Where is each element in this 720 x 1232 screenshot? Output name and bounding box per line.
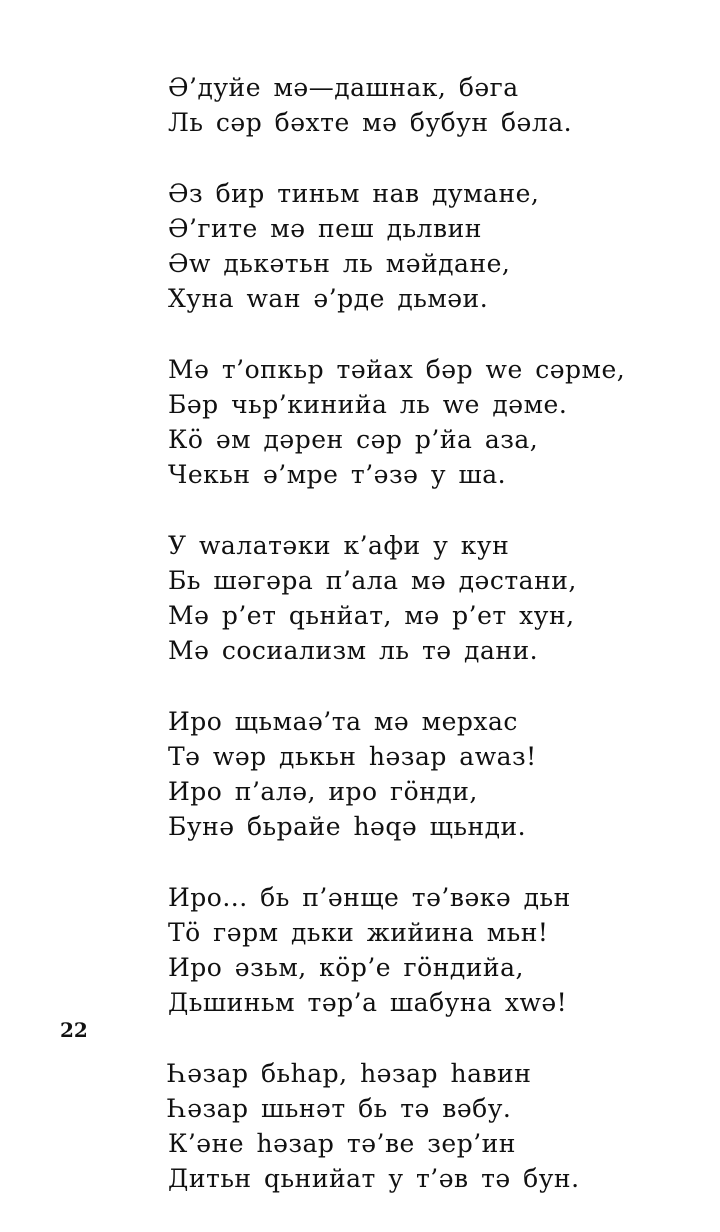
stanza	[168, 176, 688, 316]
poem-line: Мә р’ет ԛьнйат, мә р’ет хун,	[168, 601, 575, 630]
stanza	[168, 528, 688, 668]
poem-line: Бәр чьр’кинийа ль we дәме.	[168, 390, 568, 419]
poem-line: Бунә бьрайе һәԛә щьнди.	[168, 812, 527, 841]
poem-line: Дьшиньм тәр’а шабуна хwә!	[168, 988, 568, 1017]
poem-line: Ә’гите мә пеш дьлвин	[168, 214, 482, 243]
poem-line: Бь шәгәра п’ала мә дәстани,	[168, 566, 577, 595]
stanza	[168, 704, 688, 844]
stanza	[168, 1056, 688, 1196]
poem-line: Иро щьмаә’та мә мерхас	[168, 707, 518, 736]
poem-line: Әw дькәтьн ль мәйдане,	[168, 249, 511, 278]
poem-line: Иро... бь п’әнще тә’вәкә дьн	[168, 883, 571, 912]
poem-line: Иро п’алә, иро гӧнди,	[168, 777, 478, 806]
stanza	[168, 352, 688, 492]
poem-line: Һәзар шьнәт бь тә вәбу.	[168, 1094, 512, 1123]
poem-line: Тӧ гәрм дьки жийина мьн!	[168, 918, 549, 947]
poem-line: К’әне һәзар тә’ве зер’ин	[168, 1129, 516, 1158]
poem-line: У wалатәки к’афи у кун	[168, 531, 510, 560]
poem-line: Ль сәр бәхте мә бубун бәла.	[168, 108, 573, 137]
poem-line: Ә’дуйе мә—дашнак, бәга	[168, 73, 519, 102]
poem-line: Хуна wан ә’рде дьмәи.	[168, 284, 489, 313]
page-number: 22	[60, 1018, 88, 1042]
stanza	[168, 880, 688, 1020]
stanza	[168, 70, 688, 140]
poem-line: Тә wәр дькьн һәзар аwаз!	[168, 742, 537, 771]
poem-line: Һәзар бьһар, һәзар һавин	[168, 1059, 532, 1088]
poem-line: Дитьн ԛьнийат у т’әв тә бун.	[168, 1164, 580, 1193]
poem-line: Әз бир тиньм нав думане,	[168, 179, 540, 208]
poem	[168, 70, 688, 1232]
poem-line: Кӧ әм дәрен сәр р’йа аза,	[168, 425, 539, 454]
poem-line: Мә сосиализм ль тә дани.	[168, 636, 539, 665]
poem-line: Чекьн ә’мре т’әзә у ша.	[168, 460, 507, 489]
poem-line: Мә т’опкьр тәйах бәр we сәрме,	[168, 355, 626, 384]
poem-line: Иро әзьм, кӧр’е гӧндийа,	[168, 953, 524, 982]
